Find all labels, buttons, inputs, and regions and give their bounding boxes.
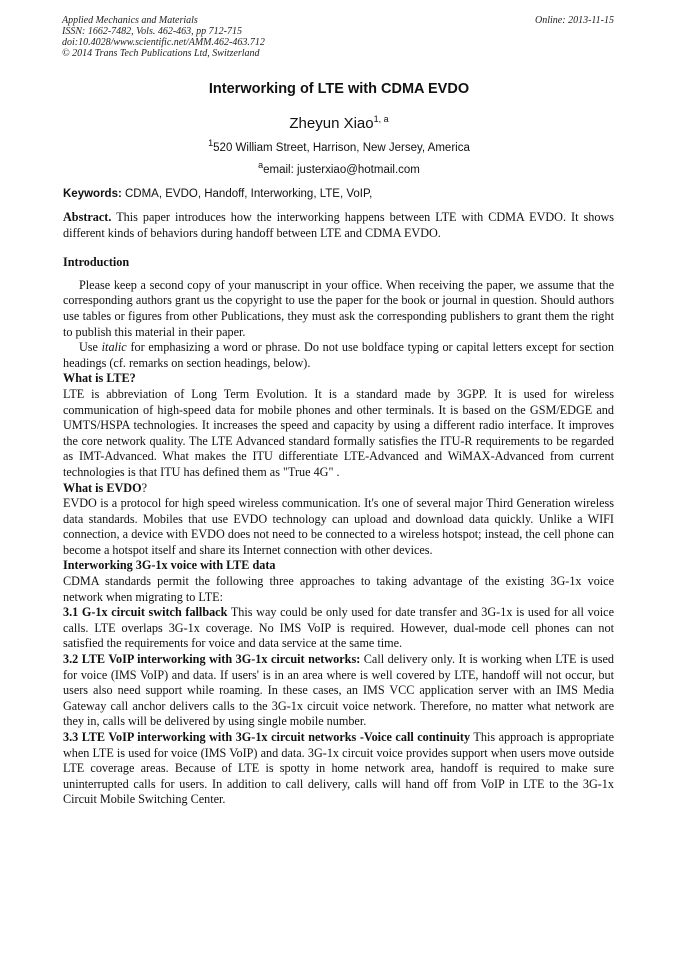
section-3-3 [63,730,614,808]
affiliation-text: 520 William Street, Harrison, New Jersey, America [213,141,470,154]
lte-paragraph: LTE is abbreviation of Long Term Evolution. It is a standard made by 3GPP. It is used for wireless communication of high-speed data for mobile phones and other terminals. It is based on the GSM/EDGE and UMTS/HSPA technologies. It increases the speed and capacity by using a different radio interface. It improves the core network quality. The LTE Advanced standard formally satisfies the ITU-R requirements to be regarded as IMT-Advanced. What makes the ITU differentiate LTE-Advanced and WiMAX-Advanced from current technologies is that ITU has defined them as "True 4G" . [63,386,614,479]
section-3-2-text: Call delivery only. It is working when LTE is used for voice (IMS VoIP) and data. If users' is in an area where is well covered by LTE, handoff will not occur, but users also need support while roaming. In these cases, an IMS VCC application server with an IMS Media Gateway call anchor delivers calls to the 3G-1x circuit voice network. Therefore, no matter what network are they in, calls will be delivered by using single mobile number. [63,652,614,729]
intro-p2-italic: italic [101,340,127,355]
email-superscript: a [258,160,264,170]
keywords-label: Keywords: [63,188,122,200]
email-line [0,160,678,176]
paper-title: Interworking of LTE with CDMA EVDO [208,81,470,97]
issn-line: ISSN: 1662-7482, Vols. 462-463, pp 712-715 [62,26,242,37]
section-3-2-heading: 3.2 LTE VoIP interworking with 3G-1x circuit networks: [63,652,361,667]
interworking-heading: Interworking 3G-1x voice with LTE data [63,558,276,573]
abstract-text: This paper introduces how the interworking happens between LTE with CDMA EVDO. It shows different kinds of behaviors during handoff between LTE and CDMA EVDO. [63,210,614,240]
introduction-heading: Introduction [63,255,130,270]
abstract [63,210,614,241]
affiliation-superscript: 1 [208,138,214,148]
introduction-paragraph-2 [63,340,614,371]
section-3-1 [63,605,614,652]
online-date: Online: 2013-11-15 [535,15,614,26]
abstract-label: Abstract. [63,210,112,224]
journal-name: Applied Mechanics and Materials [62,15,198,26]
email-text: email: justerxiao@hotmail.com [263,163,420,176]
evdo-heading-text: What is EVDO [63,480,142,495]
section-3-1-text: This way could be only used for date transfer and 3G-1x is used for all voice calls. LTE overlaps 3G-1x coverage. No IMS VoIP is required. However, dual-mode cell phones can not satisfied the requirements for voice and data service at the same time. [63,605,614,651]
keywords [63,188,615,200]
section-3-2 [63,652,614,730]
interworking-paragraph: CDMA standards permit the following three approaches to taking advantage of the existing 3G-1x voice network when migrating to LTE: [63,574,614,604]
lte-heading: What is LTE? [63,371,136,386]
introduction-paragraph-1: Please keep a second copy of your manuscript in your office. When receiving the paper, we assume that the corresponding authors grant us the copyright to use the paper for the book or journal in question. Should authors use tables or figures from other Publications, they must ask the corresponding publishers to grant them the right to publish this material in their paper. [63,277,614,339]
author-name: Zheyun Xiao [289,115,374,132]
intro-p2-end: for emphasizing a word or phrase. Do not use boldface typing or capital letters except for section headings (cf. remarks on section headings, below). [63,340,614,370]
section-3-1-heading: 3.1 G-1x circuit switch fallback [63,605,228,620]
doi-line: doi:10.4028/www.scientific.net/AMM.462-463.712 [62,37,265,48]
section-3-3-text: This approach is appropriate when LTE is used for voice (IMS VoIP) and data. 3G-1x circuit voice provides support when users move outside LTE coverage areas. Because of LTE is spotty in home network area, handoff is required to make sure uninterrupted calls for users. In addition to call delivery, calls will hand off from VoIP in LTE to the 3G-1x Circuit Mobile Switching Center. [63,730,614,807]
evdo-paragraph: EVDO is a protocol for high speed wireless communication. It's one of several major Third Generation wireless data standards. Mobiles that use EVDO technology can upload and download data quickly. Unlike a WIFI connection, a device with EVDO does not need to be connected to a wireless hotspot; instead, the cell phone can become a hotspot itself and share its Internet connection with other devices. [63,496,614,557]
author-line [0,114,678,132]
keywords-text: CDMA, EVDO, Handoff, Interworking, LTE, VoIP, [121,188,373,200]
page-header [62,15,614,59]
evdo-heading [63,481,614,497]
copyright-line: © 2014 Trans Tech Publications Ltd, Switzerland [62,48,260,59]
section-3-3-heading: 3.3 LTE VoIP interworking with 3G-1x circuit networks -Voice call continuity [63,730,471,744]
evdo-heading-suffix: ? [141,480,147,495]
paper-body [63,210,614,808]
affiliation [0,138,678,154]
intro-p2-start: Use [79,340,102,355]
author-superscript: 1, a [373,114,389,124]
